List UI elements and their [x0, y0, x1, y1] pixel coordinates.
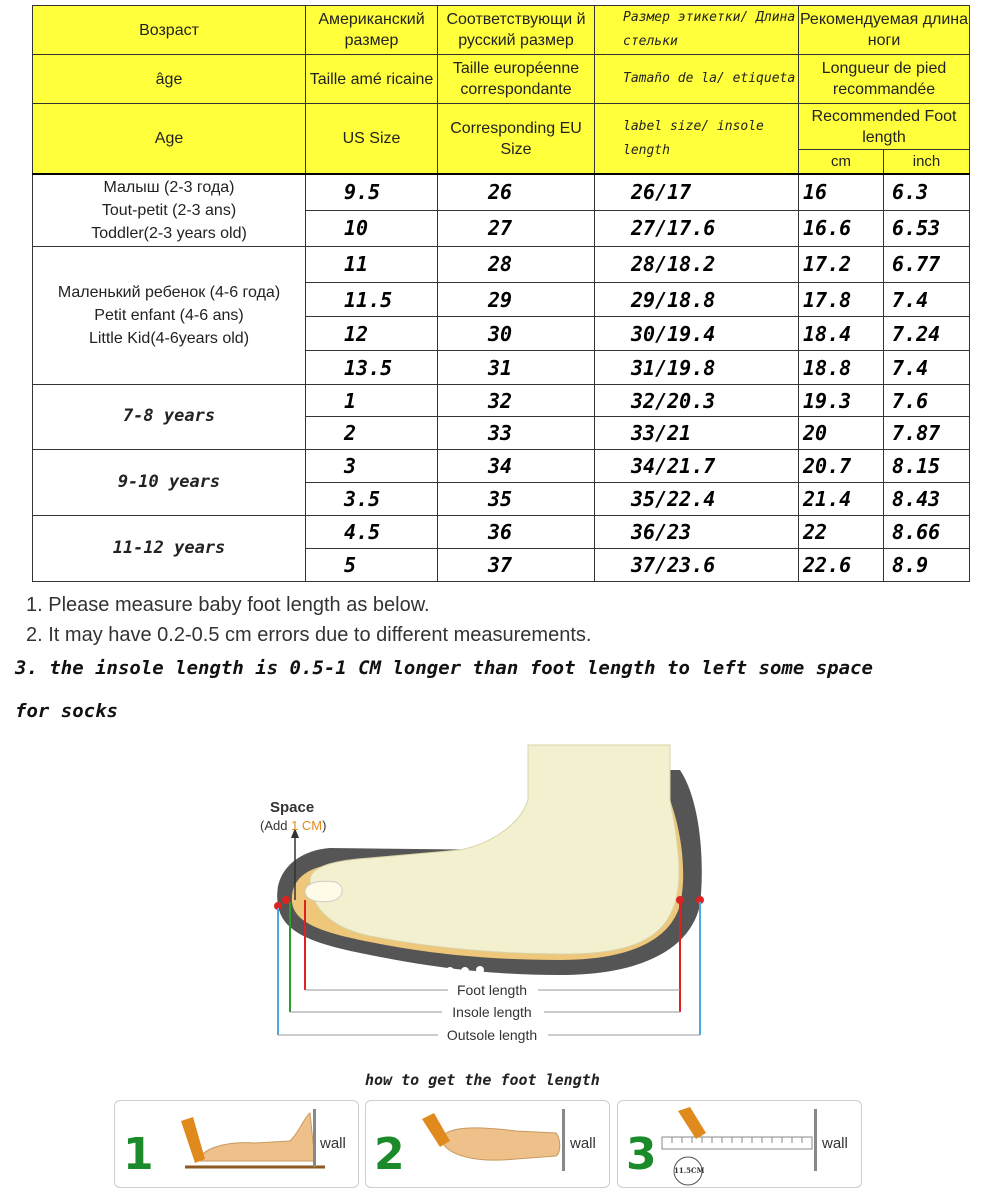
outsole-length-label: Outsole length [446, 1027, 538, 1043]
age-group-line: Tout-petit (2-3 ans) [101, 201, 237, 219]
foot-length-diagram [260, 740, 730, 1050]
header-foot-ru: Рекомендуемая длина ноги [799, 6, 970, 55]
size-cell-label: 35/22.4 [595, 482, 799, 515]
age-group-line: Little Kid(4-6years old) [88, 330, 250, 348]
age-group-cell [33, 449, 306, 515]
size-cell-label: 28/18.2 [595, 246, 799, 282]
age-group-line: 7-8 years [122, 406, 216, 427]
size-cell-cm: 18.4 [799, 317, 884, 351]
size-cell-us: 2 [306, 417, 438, 449]
size-cell-us: 13.5 [306, 351, 438, 385]
size-cell-us: 1 [306, 385, 438, 417]
size-cell-cm: 17.8 [799, 282, 884, 316]
size-cell-us: 11.5 [306, 282, 438, 316]
table-row [33, 246, 970, 282]
size-cell-inch: 6.77 [884, 246, 970, 282]
size-cell-label: 37/23.6 [595, 548, 799, 581]
size-cell-eu: 27 [438, 210, 595, 246]
header-cm: cm [799, 150, 884, 174]
toe-shape [305, 881, 342, 901]
howto-step-2 [365, 1100, 610, 1188]
header-eu-ru: Соответствующи й русский размер [438, 6, 595, 55]
step-1-wall-label: wall [320, 1135, 346, 1152]
size-cell-us: 11 [306, 246, 438, 282]
age-group-cell [33, 385, 306, 449]
size-cell-eu: 37 [438, 548, 595, 581]
size-cell-cm: 21.4 [799, 482, 884, 515]
age-group-line: Маленький ребенок (4-6 года) [57, 284, 281, 302]
note-3-line-2: for socks [15, 700, 118, 722]
age-group-line: 11-12 years [112, 537, 226, 558]
header-label-fr: Tamaño de la/ etiqueta [595, 55, 799, 104]
size-cell-eu: 35 [438, 482, 595, 515]
header-age-fr: âge [33, 55, 306, 104]
age-group-line: Toddler(2-3 years old) [91, 224, 247, 242]
size-cell-eu: 31 [438, 351, 595, 385]
size-cell-eu: 34 [438, 449, 595, 482]
insole-length-label: Insole length [452, 1004, 532, 1020]
size-cell-us: 3.5 [306, 482, 438, 515]
size-cell-cm: 16.6 [799, 210, 884, 246]
size-cell-us: 12 [306, 317, 438, 351]
table-row [33, 174, 970, 210]
header-eu-fr: Taille européenne correspondante [438, 55, 595, 104]
size-cell-cm: 18.8 [799, 351, 884, 385]
table-row [33, 515, 970, 548]
table-row [33, 385, 970, 417]
size-cell-eu: 30 [438, 317, 595, 351]
step-3-wall-label: wall [822, 1135, 848, 1152]
header-us-ru: Американский размер [306, 6, 438, 55]
space-label: Space [270, 799, 315, 816]
size-cell-eu: 33 [438, 417, 595, 449]
size-cell-label: 30/19.4 [595, 317, 799, 351]
table-row [33, 449, 970, 482]
header-label-en: label size/ insole length [595, 104, 799, 174]
size-cell-label: 29/18.8 [595, 282, 799, 316]
size-cell-label: 34/21.7 [595, 449, 799, 482]
note-1: 1. Please measure baby foot length as below. [26, 594, 430, 616]
header-label-ru: Размер этикетки/ Длина стельки [595, 6, 799, 55]
step-3-measure-label: 11.5CM [674, 1166, 705, 1175]
toe-inner-marker [282, 896, 290, 904]
header-age-ru: Возраст [33, 6, 306, 55]
size-cell-inch: 7.87 [884, 417, 970, 449]
size-cell-eu: 28 [438, 246, 595, 282]
size-cell-inch: 8.9 [884, 548, 970, 581]
add-label: (Add 1 CM) [260, 818, 327, 833]
size-cell-inch: 7.6 [884, 385, 970, 417]
size-cell-eu: 29 [438, 282, 595, 316]
size-cell-cm: 16 [799, 174, 884, 210]
size-cell-inch: 7.4 [884, 282, 970, 316]
size-cell-eu: 32 [438, 385, 595, 417]
size-cell-us: 9.5 [306, 174, 438, 210]
size-cell-label: 32/20.3 [595, 385, 799, 417]
size-cell-cm: 17.2 [799, 246, 884, 282]
size-cell-label: 26/17 [595, 174, 799, 210]
size-cell-cm: 22 [799, 515, 884, 548]
note-3-line-1: 3. the insole length is 0.5-1 CM longer than foot length to left some space [15, 657, 873, 679]
size-cell-label: 31/19.8 [595, 351, 799, 385]
size-cell-label: 27/17.6 [595, 210, 799, 246]
step-3-number: 3 [626, 1129, 657, 1180]
size-cell-us: 4.5 [306, 515, 438, 548]
header-us-fr: Taille amé ricaine [306, 55, 438, 104]
size-cell-us: 10 [306, 210, 438, 246]
size-cell-inch: 8.66 [884, 515, 970, 548]
size-cell-label: 33/21 [595, 417, 799, 449]
note-2: 2. It may have 0.2-0.5 cm errors due to different measurements. [26, 624, 592, 646]
age-group-line: 9-10 years [117, 471, 221, 492]
age-group-cell [33, 515, 306, 581]
header-foot-en: Recommended Foot length [799, 104, 970, 150]
size-cell-eu: 26 [438, 174, 595, 210]
howto-step-1 [114, 1100, 359, 1188]
size-cell-inch: 6.53 [884, 210, 970, 246]
size-cell-cm: 19.3 [799, 385, 884, 417]
size-cell-label: 36/23 [595, 515, 799, 548]
size-cell-eu: 36 [438, 515, 595, 548]
age-group-line: Малыш (2-3 года) [103, 178, 235, 196]
age-group-line: Petit enfant (4-6 ans) [94, 307, 244, 325]
age-group-cell [33, 246, 306, 384]
size-cell-inch: 7.24 [884, 317, 970, 351]
header-eu-en: Corresponding EU Size [438, 104, 595, 174]
header-inch: inch [884, 150, 970, 174]
foot-length-label: Foot length [456, 982, 528, 998]
step-2-wall-label: wall [570, 1135, 596, 1152]
size-cell-cm: 22.6 [799, 548, 884, 581]
size-chart-table [32, 5, 970, 582]
size-rows [33, 174, 970, 581]
header-age-en: Age [33, 104, 306, 174]
size-cell-inch: 8.15 [884, 449, 970, 482]
size-cell-inch: 8.43 [884, 482, 970, 515]
size-cell-inch: 7.4 [884, 351, 970, 385]
header-foot-fr: Longueur de pied recommandée [799, 55, 970, 104]
size-cell-us: 3 [306, 449, 438, 482]
step-1-number: 1 [123, 1129, 154, 1180]
howto-title: how to get the foot length [365, 1071, 600, 1089]
size-cell-us: 5 [306, 548, 438, 581]
size-cell-cm: 20 [799, 417, 884, 449]
header-us-en: US Size [306, 104, 438, 174]
howto-step-3 [617, 1100, 862, 1188]
size-cell-inch: 6.3 [884, 174, 970, 210]
size-cell-cm: 20.7 [799, 449, 884, 482]
age-group-cell [33, 174, 306, 246]
step-2-number: 2 [374, 1129, 405, 1180]
